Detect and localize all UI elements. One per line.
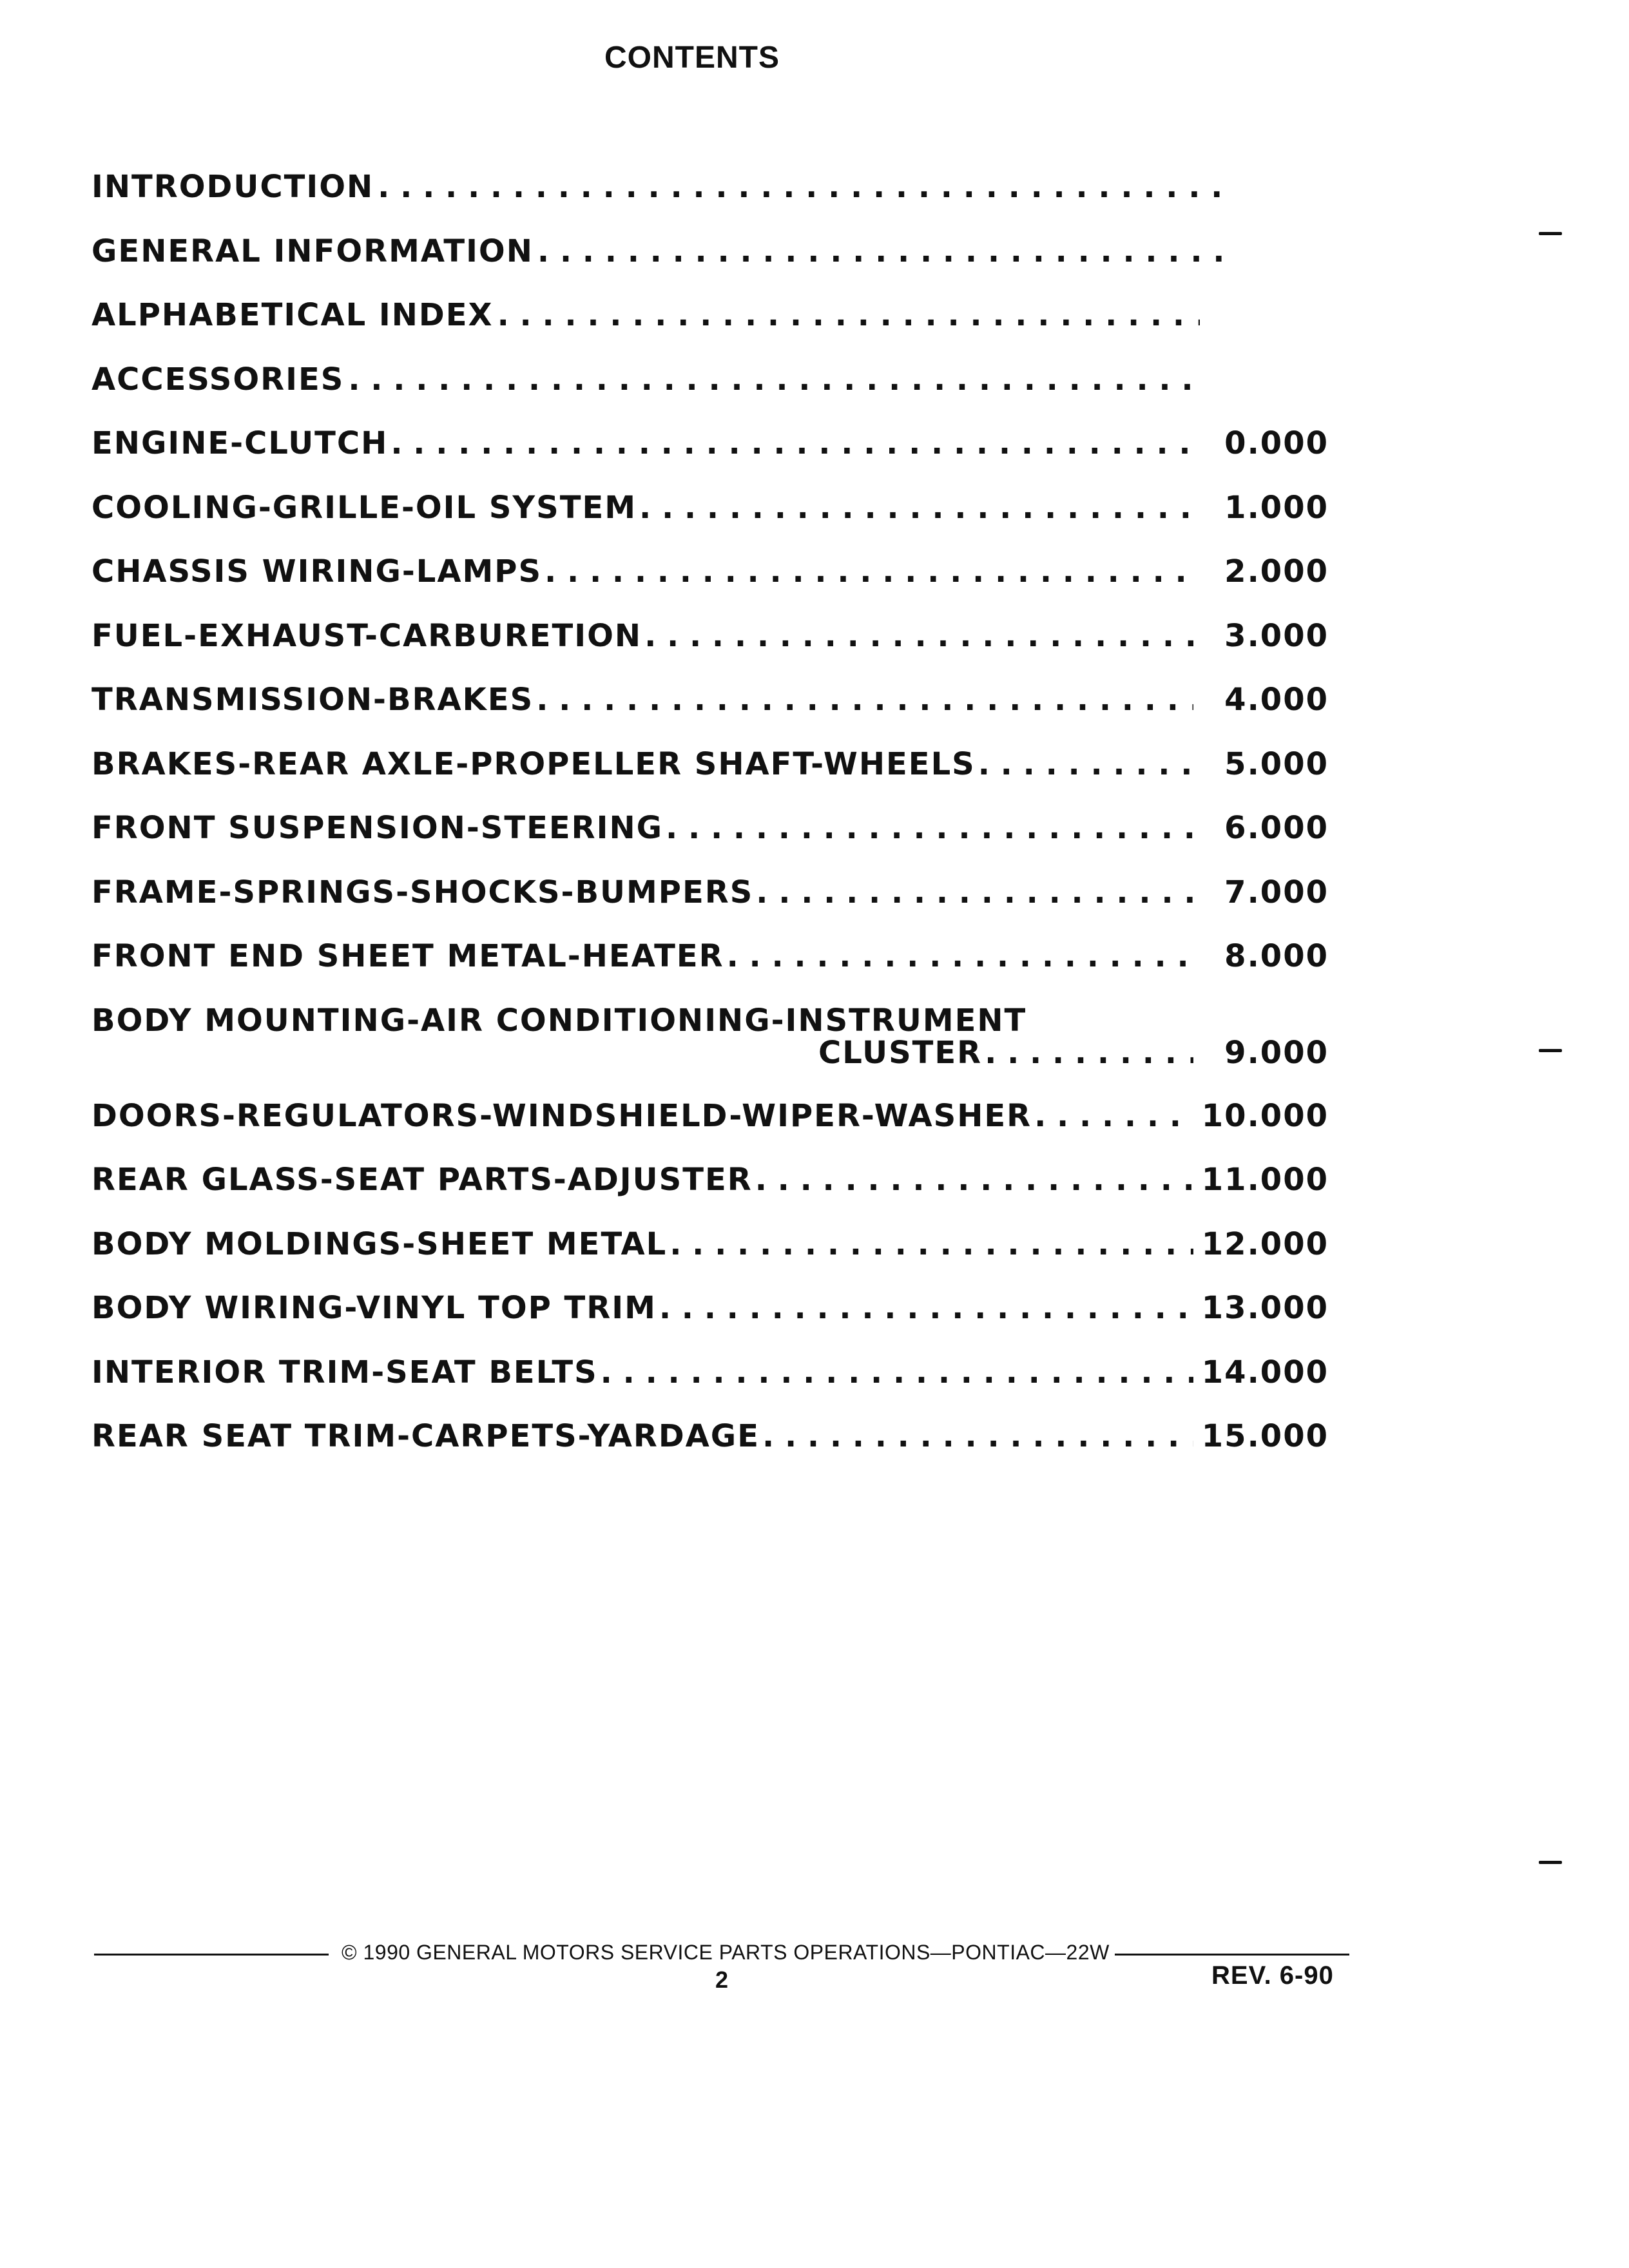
revision-margin-mark <box>1539 1861 1562 1864</box>
toc-row-body-moldings[interactable] <box>92 1226 1329 1291</box>
toc-label: ENGINE-CLUTCH <box>92 425 389 461</box>
toc-row-body-wiring[interactable] <box>92 1290 1329 1354</box>
toc-page-number: 11.000 <box>1201 1162 1329 1198</box>
toc-leader <box>537 233 1227 269</box>
toc-page-number: 15.000 <box>1201 1418 1329 1454</box>
toc-label: REAR GLASS-SEAT PARTS-ADJUSTER <box>92 1162 753 1198</box>
toc-page-number: 14.000 <box>1201 1354 1329 1390</box>
page-title: CONTENTS <box>604 41 780 75</box>
footer-revision: REV. 6-90 <box>1211 1961 1334 1990</box>
toc-label: COOLING-GRILLE-OIL SYSTEM <box>92 489 637 526</box>
toc-label: REAR SEAT TRIM-CARPETS-YARDAGE <box>92 1418 760 1454</box>
toc-label: GENERAL INFORMATION <box>92 233 534 269</box>
toc-leader <box>755 1162 1193 1198</box>
toc-page-number: 4.000 <box>1224 682 1329 718</box>
toc-row-cooling-grille-oil-system[interactable] <box>92 490 1329 554</box>
toc-leader <box>536 682 1193 718</box>
toc-row-front-end-sheet-metal[interactable] <box>92 938 1329 1003</box>
toc-label: BODY WIRING-VINYL TOP TRIM <box>92 1290 657 1326</box>
toc-label: DOORS-REGULATORS-WINDSHIELD-WIPER-WASHER <box>92 1097 1032 1134</box>
toc-label: FRAME-SPRINGS-SHOCKS-BUMPERS <box>92 874 754 910</box>
toc-page-number: 6.000 <box>1224 810 1329 846</box>
toc-leader <box>985 1035 1193 1071</box>
toc-page-number: 13.000 <box>1201 1290 1329 1326</box>
toc-row-fuel-exhaust-carburetion[interactable] <box>92 618 1329 682</box>
toc-row-chassis-wiring-lamps[interactable] <box>92 553 1329 618</box>
toc-label: FRONT END SHEET METAL-HEATER <box>92 938 724 974</box>
toc-row-doors-regulators[interactable] <box>92 1098 1329 1162</box>
toc-label: ALPHABETICAL INDEX <box>92 297 494 333</box>
toc-label: BRAKES-REAR AXLE-PROPELLER SHAFT-WHEELS <box>92 745 976 782</box>
footer-copyright: © 1990 GENERAL MOTORS SERVICE PARTS OPERATIONS—PONTIAC—22W <box>342 1941 1110 1964</box>
toc-row-brakes-rear-axle[interactable] <box>92 746 1329 811</box>
toc-label: FRONT SUSPENSION-STEERING <box>92 810 664 846</box>
toc-label: CHASSIS WIRING-LAMPS <box>92 553 543 590</box>
toc-leader <box>390 425 1193 461</box>
toc-label-line2-group <box>92 1035 1329 1071</box>
toc-page-number: 5.000 <box>1224 745 1329 782</box>
toc-leader <box>727 938 1193 974</box>
toc-row-engine-clutch[interactable] <box>92 425 1329 490</box>
toc-leader <box>378 169 1228 205</box>
footer-page-number: 2 <box>715 1966 729 1993</box>
toc-row-interior-trim[interactable] <box>92 1354 1329 1419</box>
toc-label: ACCESSORIES <box>92 361 345 398</box>
toc-leader <box>545 553 1193 590</box>
toc-leader <box>348 361 1205 398</box>
toc-page-number: 9.000 <box>1224 1034 1329 1071</box>
toc-label: TRANSMISSION-BRAKES <box>92 682 534 718</box>
toc-leader <box>978 746 1193 782</box>
toc-leader <box>601 1354 1193 1390</box>
toc-leader <box>666 810 1193 846</box>
toc-row-front-suspension-steering[interactable] <box>92 810 1329 874</box>
toc-row-accessories[interactable] <box>92 361 1329 426</box>
toc-page-number: 2.000 <box>1224 553 1329 590</box>
toc-leader <box>644 618 1193 654</box>
toc-page-number: 0.000 <box>1224 425 1329 461</box>
toc-row-rear-seat-trim[interactable] <box>92 1418 1329 1483</box>
toc-row-alphabetical-index[interactable] <box>92 297 1329 361</box>
toc-leader <box>1034 1098 1193 1134</box>
toc-page-number: 12.000 <box>1201 1225 1329 1262</box>
toc-page-number: 10.000 <box>1201 1097 1329 1134</box>
toc-leader <box>762 1418 1193 1454</box>
toc-row-introduction[interactable] <box>92 169 1329 233</box>
toc-row-general-information[interactable] <box>92 233 1329 298</box>
toc-leader <box>639 490 1193 526</box>
toc-row-transmission-brakes[interactable] <box>92 682 1329 746</box>
footer-rule-right <box>1115 1954 1349 1956</box>
toc-label: FUEL-EXHAUST-CARBURETION <box>92 617 642 654</box>
toc-page-number: 8.000 <box>1224 938 1329 974</box>
toc-label: INTRODUCTION <box>92 169 374 205</box>
toc-row-frame-springs[interactable] <box>92 874 1329 939</box>
toc-label: BODY MOLDINGS-SHEET METAL <box>92 1225 668 1262</box>
revision-margin-mark <box>1539 232 1562 235</box>
toc-row-rear-glass[interactable] <box>92 1162 1329 1226</box>
footer-rule-left <box>94 1954 329 1956</box>
toc-leader <box>659 1290 1193 1326</box>
toc-page-number: 1.000 <box>1224 489 1329 526</box>
toc-page-number: 3.000 <box>1224 617 1329 654</box>
table-of-contents <box>92 169 1329 1483</box>
toc-label-continued: CLUSTER <box>818 1034 983 1071</box>
toc-label: BODY MOUNTING-AIR CONDITIONING-INSTRUMENT <box>92 1002 1027 1039</box>
toc-label: INTERIOR TRIM-SEAT BELTS <box>92 1354 598 1390</box>
revision-margin-mark <box>1539 1049 1562 1052</box>
toc-leader <box>756 874 1193 910</box>
toc-leader <box>497 297 1200 333</box>
toc-row-body-mounting[interactable] <box>92 1003 1329 1098</box>
toc-leader <box>670 1226 1193 1262</box>
toc-page-number: 7.000 <box>1224 874 1329 910</box>
